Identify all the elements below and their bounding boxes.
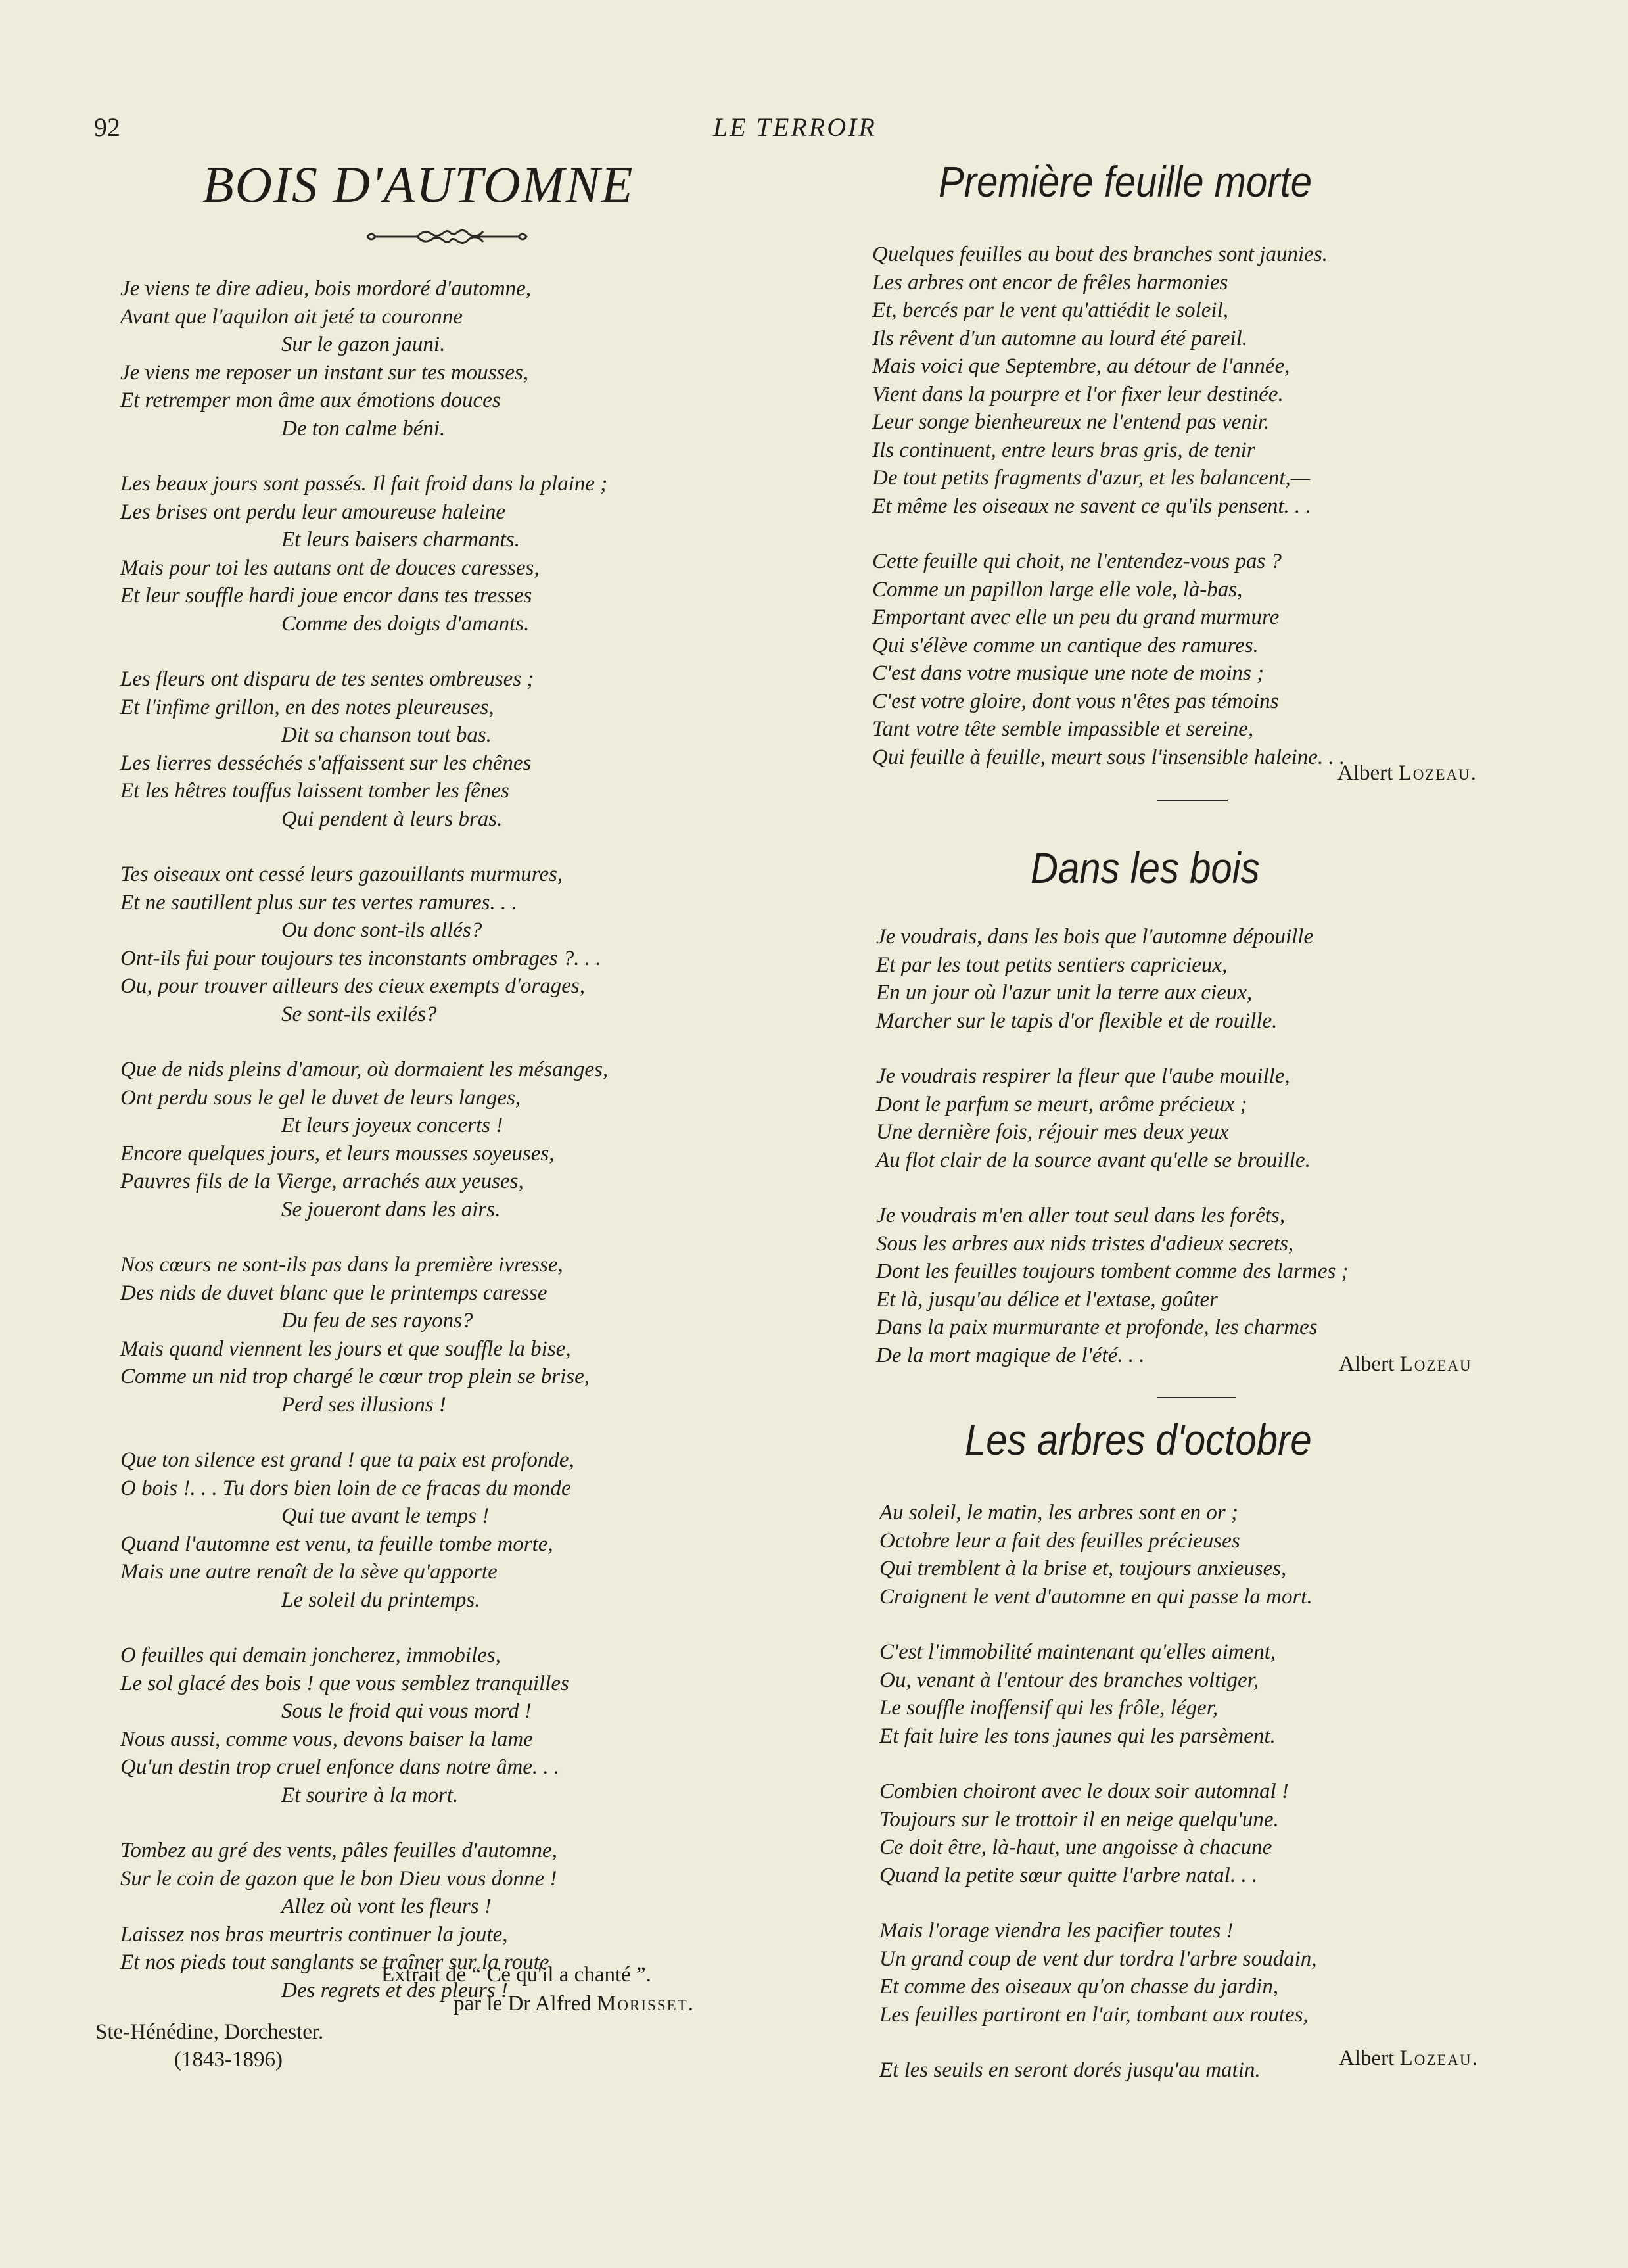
poem-line: Les brises ont perdu leur amoureuse haleine [120, 500, 505, 524]
poem-line: Et les hêtres touffus laissent tomber les fênes [120, 779, 509, 803]
poem-line: Ils continuent, entre leurs bras gris, de tenir [872, 438, 1255, 462]
poem-line: Du feu de ses rayons? [281, 1309, 473, 1333]
stanza [120, 1056, 608, 1223]
poem-line: Qui pendent à leurs bras. [281, 807, 503, 831]
stanza [120, 470, 608, 638]
poem-line: Qui tue avant le temps ! [281, 1504, 490, 1528]
poem-line: Et par les tout petits sentiers capricieux, [876, 953, 1228, 977]
poem-line: Ont-ils fui pour toujours tes inconstants ombrages ?. . . [120, 946, 601, 970]
poem-line: Des nids de duvet blanc que le printemps caresse [120, 1281, 547, 1305]
poem-line: Les arbres ont encor de frêles harmonies [872, 270, 1228, 295]
poem-line: Une dernière fois, réjouir mes deux yeux [876, 1120, 1229, 1144]
poem-line: O feuilles qui demain joncherez, immobiles, [120, 1643, 501, 1667]
page-number: 92 [94, 112, 120, 142]
poem-line: Leur songe bienheureux ne l'entend pas venir. [872, 410, 1270, 434]
poem-line: Toujours sur le trottoir il en neige quelqu'une. [879, 1807, 1279, 1831]
poem-line: Et nos pieds tout sanglants se traîner sur la route [120, 1950, 549, 1974]
poem-line: Et là, jusqu'au délice et l'extase, goûter [876, 1287, 1218, 1311]
poem-line: Se joueront dans les airs. [281, 1197, 501, 1221]
poem-line: Mais quand viennent les jours et que souffle la bise, [120, 1336, 571, 1361]
poem-line: Ce doit être, là-haut, une angoisse à chacune [879, 1835, 1272, 1859]
poem-line: Octobre leur a fait des feuilles précieuses [879, 1528, 1240, 1553]
poem-line: Des regrets et des pleurs ! [281, 1978, 508, 2002]
poem-line: En un jour où l'azur unit la terre aux cieux, [876, 981, 1253, 1004]
stanza [879, 1778, 1317, 1889]
poem-line: Et ne sautillent plus sur tes vertes ramures. . . [120, 890, 517, 914]
poem-line: Tant votre tête semble impassible et sereine, [872, 717, 1254, 741]
poem-line: Sous le froid qui vous mord ! [281, 1699, 532, 1723]
poem-line: Que de nids pleins d'amour, où dormaient les mésanges, [120, 1058, 609, 1081]
poem-line: Laissez nos bras meurtris continuer la joute, [120, 1922, 508, 1947]
poem-line: Avant que l'aquilon ait jeté ta couronne [120, 304, 463, 329]
poem-line: Nous aussi, comme vous, devons baiser la lame [120, 1727, 533, 1751]
poem-line: Et leurs joyeux concerts ! [281, 1114, 503, 1137]
poem-line: Quand la petite sœur quitte l'arbre natal. . . [879, 1863, 1258, 1887]
poem-body-dans-les-bois [876, 923, 1349, 1397]
poem-line: Cette feuille qui choit, ne l'entendez-vous pas ? [872, 550, 1282, 573]
poem-line: Se sont-ils exilés? [281, 1002, 437, 1026]
poem-line: Ou, venant à l'entour des branches voltiger, [879, 1668, 1259, 1692]
stanza [120, 861, 608, 1028]
poem-line: Sur le coin de gazon que le bon Dieu vous donne ! [120, 1866, 557, 1891]
poem-line: Dont les feuilles toujours tombent comme des larmes ; [876, 1260, 1349, 1283]
poem-author: Albert Lozeau. [1339, 2046, 1479, 2070]
poem-line: Emportant avec elle un peu du grand murmure [872, 605, 1280, 629]
poem-line: Vient dans la pourpre et l'or fixer leur destinée. [872, 382, 1284, 406]
stanza [879, 1638, 1317, 1750]
extract-source: Extrait de “ Ce qu'il a chanté ”. [381, 1963, 651, 1987]
poem-line: Au flot clair de la source avant qu'elle se brouille. [876, 1148, 1311, 1172]
author-place: Ste-Hénédine, Dorchester. [95, 2020, 324, 2044]
poem-line: Mais voici que Septembre, au détour de l'année, [872, 354, 1290, 378]
stanza [879, 1917, 1317, 2029]
stanza [120, 275, 608, 442]
poem-line: Je viens te dire adieu, bois mordoré d'automne, [120, 277, 532, 300]
poem-line: Sur le gazon jauni. [281, 333, 446, 356]
poem-line: Les feuilles partiront en l'air, tombant aux routes, [879, 2002, 1309, 2027]
poem-author: par le Dr Alfred Morisset. [454, 1992, 695, 2016]
poem-line: Craignent le vent d'automne en qui passe la mort. [879, 1584, 1313, 1609]
poem-line: Et leur souffle hardi joue encor dans tes tresses [120, 584, 532, 607]
poem-line: Encore quelques jours, et leurs mousses soyeuses, [120, 1141, 555, 1166]
poem-line: Marcher sur le tapis d'or flexible et de rouille. [876, 1008, 1278, 1033]
poem-line: Je voudrais, dans les bois que l'automne dépouille [876, 925, 1314, 949]
poem-line: Dont le parfum se meurt, arôme précieux ; [876, 1092, 1247, 1116]
poem-author: Albert Lozeau [1339, 1352, 1472, 1376]
poem-author: Albert Lozeau. [1337, 761, 1477, 785]
poem-title-les-arbres-doctobre: Les arbres d'octobre [965, 1415, 1312, 1464]
poem-line: Et comme des oiseaux qu'on chasse du jardin, [879, 1975, 1279, 1998]
poem-line: Et retremper mon âme aux émotions douces [120, 389, 501, 412]
poem-line: Nos cœurs ne sont-ils pas dans la première ivresse, [120, 1253, 563, 1277]
poem-line: Les lierres desséchés s'affaissent sur les chênes [120, 751, 532, 775]
poem-line: Et même les oiseaux ne savent ce qu'ils pensent. . . [872, 494, 1311, 518]
poem-line: Qu'un destin trop cruel enfonce dans notre âme. . . [120, 1755, 560, 1779]
poem-line: Mais une autre renaît de la sève qu'apporte [120, 1560, 498, 1584]
poem-line: O bois !. . . Tu dors bien loin de ce fracas du monde [120, 1476, 571, 1500]
poem-line: Le souffle inoffensif qui les frôle, léger, [879, 1696, 1219, 1720]
poem-line: Le soleil du printemps. [281, 1588, 480, 1612]
stanza [879, 2056, 1317, 2085]
stanza [876, 1062, 1349, 1174]
stanza [120, 1446, 608, 1614]
poem-line: Un grand coup de vent dur tordra l'arbre soudain, [879, 1947, 1317, 1971]
poem-line: Ont perdu sous le gel le duvet de leurs langes, [120, 1085, 521, 1110]
poem-title-bois-dautomne: BOIS D'AUTOMNE [202, 156, 634, 213]
poem-title-dans-les-bois: Dans les bois [1031, 843, 1260, 892]
separator-rule [1157, 1397, 1236, 1398]
stanza [872, 241, 1345, 520]
stanza [876, 1202, 1349, 1369]
poem-line: Comme des doigts d'amants. [281, 611, 530, 636]
poem-line: Et l'infime grillon, en des notes pleureuses, [120, 695, 494, 719]
poem-line: Les beaux jours sont passés. Il fait froid dans la plaine ; [120, 472, 608, 496]
poem-line: Le sol glacé des bois ! que vous semblez tranquilles [120, 1671, 569, 1695]
poem-line: Sous les arbres aux nids tristes d'adieux secrets, [876, 1231, 1294, 1256]
poem-line: Comme un papillon large elle vole, là-bas, [872, 577, 1243, 602]
poem-line: Et les seuils en seront dorés jusqu'au matin. [879, 2058, 1261, 2082]
poem-line: Ou donc sont-ils allés? [281, 918, 482, 942]
poem-line: Ou, pour trouver ailleurs des cieux exempts d'orages, [120, 974, 585, 998]
poem-line: Allez où vont les fleurs ! [281, 1895, 492, 1918]
poem-line: C'est dans votre musique une note de moins ; [872, 661, 1265, 685]
stanza [872, 548, 1345, 771]
poem-line: Au soleil, le matin, les arbres sont en or ; [879, 1501, 1238, 1524]
poem-line: Qui feuille à feuille, meurt sous l'insensible haleine. . . [872, 745, 1345, 769]
poem-line: Et, bercés par le vent qu'attiédit le soleil, [872, 298, 1228, 322]
poem-line: Combien choiront avec le doux soir automnal ! [879, 1780, 1289, 1803]
stanza [120, 665, 608, 833]
poem-line: Mais pour toi les autans ont de douces caresses, [120, 555, 540, 580]
poem-line: Tes oiseaux ont cessé leurs gazouillants murmures, [120, 862, 563, 886]
poem-line: Comme un nid trop chargé le cœur trop plein se brise, [120, 1365, 590, 1388]
poem-line: Perd ses illusions ! [281, 1392, 446, 1417]
separator-rule [1157, 800, 1228, 801]
poem-line: C'est l'immobilité maintenant qu'elles aiment, [879, 1640, 1276, 1664]
poem-title-premiere-feuille-morte: Première feuille morte [939, 157, 1313, 206]
poem-line: Tombez au gré des vents, pâles feuilles d'automne, [120, 1839, 557, 1862]
poem-line: Quelques feuilles au bout des branches sont jaunies. [872, 243, 1328, 266]
poem-line: Et leurs baisers charmants. [281, 528, 520, 552]
stanza [120, 1251, 608, 1419]
poem-line: Et sourire à la mort. [281, 1783, 459, 1807]
poem-line: Pauvres fils de la Vierge, arrachés aux yeuses, [120, 1169, 524, 1193]
poem-body-les-arbres-doctobre [879, 1499, 1317, 2112]
poem-body-premiere-feuille-morte [872, 241, 1345, 799]
poem-line: Qui s'élève comme un cantique des ramures. [872, 633, 1259, 657]
poem-line: Mais l'orage viendra les pacifier toutes ! [879, 1919, 1234, 1943]
poem-line: De tout petits fragments d'azur, et les balancent,— [872, 466, 1311, 490]
poem-line: Dit sa chanson tout bas. [281, 723, 492, 747]
poem-line: C'est votre gloire, dont vous n'êtes pas témoins [872, 689, 1279, 713]
ornament-divider [365, 227, 529, 247]
stanza [879, 1499, 1317, 1611]
stanza [876, 923, 1349, 1035]
poem-line: Qui tremblent à la brise et, toujours anxieuses, [879, 1557, 1287, 1580]
poem-line: De ton calme béni. [281, 416, 446, 440]
poem-line: Je voudrais respirer la fleur que l'aube mouille, [876, 1064, 1290, 1088]
poem-body-bois-dautomne [120, 275, 608, 2032]
poem-line: Les fleurs ont disparu de tes sentes ombreuses ; [120, 667, 534, 691]
running-head: LE TERROIR [713, 112, 877, 142]
poem-line: Dans la paix murmurante et profonde, les charmes [876, 1315, 1318, 1339]
stanza [120, 1642, 608, 1809]
author-dates: (1843-1896) [174, 2048, 283, 2071]
poem-line: Quand l'automne est venu, ta feuille tombe morte, [120, 1532, 553, 1556]
poem-line: Que ton silence est grand ! que ta paix est profonde, [120, 1448, 574, 1472]
poem-line: Et fait luire les tons jaunes qui les parsèment. [879, 1724, 1276, 1748]
poem-line: Je voudrais m'en aller tout seul dans les forêts, [876, 1204, 1286, 1227]
poem-line: De la mort magique de l'été. . . [876, 1343, 1145, 1367]
poem-line: Ils rêvent d'un automne au lourd été pareil. [872, 326, 1248, 350]
poem-line: Je viens me reposer un instant sur tes mousses, [120, 360, 529, 385]
